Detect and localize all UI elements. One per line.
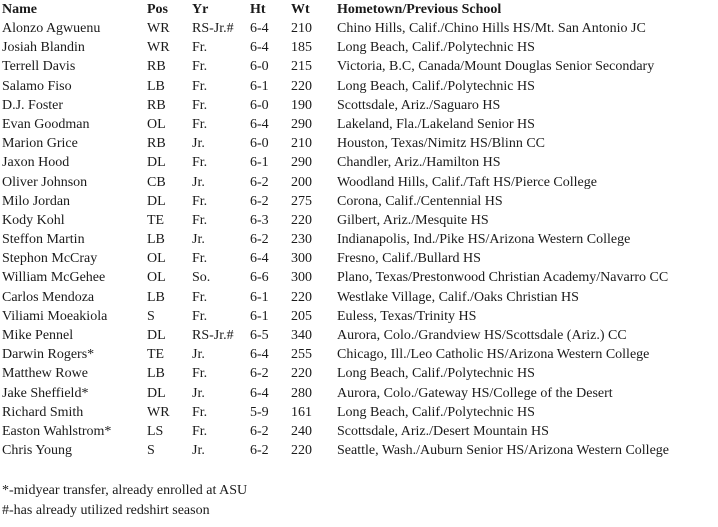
player-wt: 161	[291, 404, 312, 420]
player-name: Salamo Fiso	[2, 78, 72, 94]
player-hometown: Gilbert, Ariz./Mesquite HS	[337, 212, 489, 228]
player-hometown: Corona, Calif./Centennial HS	[337, 193, 503, 209]
player-yr: Fr.	[192, 40, 208, 56]
player-name: William McGehee	[2, 270, 106, 286]
player-name: Carlos Mendoza	[2, 289, 95, 305]
player-name: Steffon Martin	[2, 232, 85, 248]
player-name: D.J. Foster	[2, 97, 64, 113]
player-pos: RB	[147, 97, 166, 113]
header-row	[2, 0, 716, 19]
table-row	[2, 173, 716, 192]
player-rows	[2, 19, 716, 460]
player-wt: 185	[291, 40, 312, 56]
table-row	[2, 115, 716, 134]
player-yr: Jr.	[192, 136, 205, 152]
player-wt: 300	[291, 270, 312, 286]
player-wt: 210	[291, 136, 312, 152]
header-pos: Pos	[147, 2, 168, 17]
player-wt: 210	[291, 21, 312, 36]
player-wt: 290	[291, 116, 312, 132]
player-name: Evan Goodman	[2, 116, 90, 132]
player-hometown: Westlake Village, Calif./Oaks Christian HS	[337, 289, 579, 305]
player-hometown: Long Beach, Calif./Polytechnic HS	[337, 78, 535, 94]
player-yr: Fr.	[192, 289, 208, 305]
player-pos: DL	[147, 328, 166, 343]
player-yr: Fr.	[192, 251, 208, 267]
footnotes	[2, 481, 247, 520]
player-ht: 6-4	[250, 116, 269, 132]
player-name: Richard Smith	[2, 404, 84, 420]
player-wt: 220	[291, 443, 312, 459]
player-name: Alonzo Agwuenu	[2, 21, 101, 36]
note-midyear: *-midyear transfer, already enrolled at ASU	[2, 483, 248, 498]
player-yr: Fr.	[192, 59, 208, 75]
player-hometown: Chino Hills, Calif./Chino Hills HS/Mt. San Antonio JC	[337, 21, 646, 36]
player-yr: Jr.	[192, 347, 205, 363]
player-ht: 6-2	[250, 443, 269, 459]
player-name: Oliver Johnson	[2, 174, 88, 190]
player-ht: 6-5	[250, 328, 269, 343]
player-yr: Fr.	[192, 97, 208, 113]
table-row	[2, 19, 716, 38]
player-yr: Fr.	[192, 78, 208, 94]
player-pos: S	[147, 443, 155, 459]
table-row	[2, 96, 716, 115]
header-hometown: Hometown/Previous School	[337, 2, 502, 17]
player-pos: OL	[147, 270, 166, 286]
player-ht: 6-2	[250, 174, 269, 190]
player-yr: RS-Jr.#	[192, 21, 234, 36]
player-pos: RB	[147, 136, 166, 152]
player-name: Stephon McCray	[2, 251, 98, 267]
player-wt: 220	[291, 366, 312, 382]
player-hometown: Lakeland, Fla./Lakeland Senior HS	[337, 116, 535, 132]
player-ht: 6-2	[250, 366, 269, 382]
player-wt: 220	[291, 289, 312, 305]
header-ht: Ht	[250, 2, 266, 17]
table-row	[2, 192, 716, 211]
player-yr: So.	[192, 270, 211, 286]
player-ht: 6-3	[250, 212, 269, 228]
player-pos: TE	[147, 212, 165, 228]
player-ht: 6-6	[250, 270, 269, 286]
player-wt: 280	[291, 385, 312, 401]
player-hometown: Chandler, Ariz./Hamilton HS	[337, 155, 501, 171]
player-ht: 6-4	[250, 251, 269, 267]
table-row	[2, 38, 716, 57]
player-hometown: Long Beach, Calif./Polytechnic HS	[337, 404, 535, 420]
player-ht: 6-4	[250, 347, 269, 363]
player-wt: 215	[291, 59, 312, 75]
table-row	[2, 230, 716, 249]
header-yr: Yr	[192, 2, 209, 17]
player-hometown: Scottsdale, Ariz./Desert Mountain HS	[337, 423, 549, 439]
player-name: Josiah Blandin	[2, 40, 85, 56]
player-yr: RS-Jr.#	[192, 328, 234, 343]
player-name: Chris Young	[2, 443, 73, 459]
player-pos: CB	[147, 174, 166, 190]
table-row	[2, 307, 716, 326]
note-redshirt: #-has already utilized redshirt season	[2, 502, 210, 518]
player-yr: Fr.	[192, 155, 208, 171]
player-pos: WR	[147, 21, 170, 36]
player-hometown: Woodland Hills, Calif./Taft HS/Pierce College	[337, 174, 597, 190]
player-hometown: Indianapolis, Ind./Pike HS/Arizona Western College	[337, 232, 631, 248]
table-row	[2, 364, 716, 383]
player-name: Milo Jordan	[2, 193, 71, 209]
player-wt: 240	[291, 423, 312, 439]
player-ht: 6-2	[250, 193, 269, 209]
player-name: Viliami Moeakiola	[2, 308, 108, 324]
player-name: Marion Grice	[2, 136, 78, 152]
player-name: Jaxon Hood	[2, 155, 70, 171]
player-name: Mike Pennel	[2, 328, 74, 343]
player-ht: 6-4	[250, 40, 269, 56]
player-wt: 275	[291, 193, 312, 209]
player-yr: Fr.	[192, 212, 208, 228]
table-row	[2, 422, 716, 441]
header-name: Name	[2, 2, 37, 17]
player-hometown: Aurora, Colo./Gateway HS/College of the Desert	[337, 385, 613, 401]
player-name: Easton Wahlstrom*	[2, 423, 112, 439]
player-wt: 200	[291, 174, 312, 190]
table-row	[2, 441, 716, 460]
player-name: Jake Sheffield*	[2, 385, 89, 401]
player-hometown: Plano, Texas/Prestonwood Christian Academy/Navarro CC	[337, 270, 669, 286]
player-pos: DL	[147, 385, 166, 401]
roster-table	[2, 0, 716, 460]
player-ht: 6-1	[250, 308, 269, 324]
player-wt: 220	[291, 212, 312, 228]
player-yr: Fr.	[192, 308, 208, 324]
player-hometown: Chicago, Ill./Leo Catholic HS/Arizona Western College	[337, 347, 650, 363]
player-yr: Fr.	[192, 116, 208, 132]
player-yr: Fr.	[192, 404, 208, 420]
player-pos: LB	[147, 78, 165, 94]
player-ht: 5-9	[250, 404, 269, 420]
player-pos: RB	[147, 59, 166, 75]
player-yr: Jr.	[192, 174, 205, 190]
player-wt: 290	[291, 155, 312, 171]
player-pos: TE	[147, 347, 165, 363]
player-name: Kody Kohl	[2, 212, 65, 228]
player-wt: 255	[291, 347, 312, 363]
player-wt: 190	[291, 97, 312, 113]
player-ht: 6-2	[250, 232, 269, 248]
player-wt: 205	[291, 308, 312, 324]
table-row	[2, 211, 716, 230]
player-pos: OL	[147, 251, 166, 267]
player-pos: LB	[147, 366, 165, 382]
player-ht: 6-0	[250, 59, 269, 75]
table-row	[2, 345, 716, 364]
table-row	[2, 326, 716, 345]
player-ht: 6-4	[250, 21, 269, 36]
player-ht: 6-0	[250, 136, 269, 152]
player-wt: 300	[291, 251, 312, 267]
player-pos: WR	[147, 404, 170, 420]
player-pos: LB	[147, 289, 165, 305]
player-pos: OL	[147, 116, 166, 132]
table-row	[2, 403, 716, 422]
player-name: Matthew Rowe	[2, 366, 88, 382]
player-ht: 6-1	[250, 155, 269, 171]
table-row	[2, 57, 716, 76]
player-ht: 6-0	[250, 97, 269, 113]
player-wt: 220	[291, 78, 312, 94]
table-row	[2, 153, 716, 172]
player-ht: 6-2	[250, 423, 269, 439]
player-wt: 340	[291, 328, 312, 343]
player-hometown: Seattle, Wash./Auburn Senior HS/Arizona Western College	[337, 443, 670, 459]
player-wt: 230	[291, 232, 312, 248]
player-name: Terrell Davis	[2, 59, 76, 75]
player-pos: LS	[147, 423, 164, 439]
player-hometown: Long Beach, Calif./Polytechnic HS	[337, 40, 535, 56]
player-hometown: Euless, Texas/Trinity HS	[337, 308, 477, 324]
table-row	[2, 268, 716, 287]
player-yr: Jr.	[192, 232, 205, 248]
table-row	[2, 134, 716, 153]
player-hometown: Fresno, Calif./Bullard HS	[337, 251, 481, 267]
table-row	[2, 384, 716, 403]
player-hometown: Long Beach, Calif./Polytechnic HS	[337, 366, 535, 382]
player-pos: WR	[147, 40, 170, 56]
player-yr: Jr.	[192, 443, 205, 459]
player-ht: 6-1	[250, 289, 269, 305]
player-hometown: Scottsdale, Ariz./Saguaro HS	[337, 97, 501, 113]
player-yr: Fr.	[192, 423, 208, 439]
player-pos: LB	[147, 232, 165, 248]
table-row	[2, 288, 716, 307]
player-ht: 6-1	[250, 78, 269, 94]
header-wt: Wt	[291, 2, 310, 17]
player-yr: Jr.	[192, 385, 205, 401]
player-name: Darwin Rogers*	[2, 347, 95, 363]
player-pos: DL	[147, 193, 166, 209]
player-yr: Fr.	[192, 193, 208, 209]
player-hometown: Houston, Texas/Nimitz HS/Blinn CC	[337, 136, 545, 152]
table-row	[2, 77, 716, 96]
player-yr: Fr.	[192, 366, 208, 382]
player-pos: DL	[147, 155, 166, 171]
table-row	[2, 249, 716, 268]
player-hometown: Victoria, B.C, Canada/Mount Douglas Senior Secondary	[337, 59, 655, 75]
player-ht: 6-4	[250, 385, 269, 401]
player-pos: S	[147, 308, 155, 324]
player-hometown: Aurora, Colo./Grandview HS/Scottsdale (Ariz.) CC	[337, 328, 627, 343]
